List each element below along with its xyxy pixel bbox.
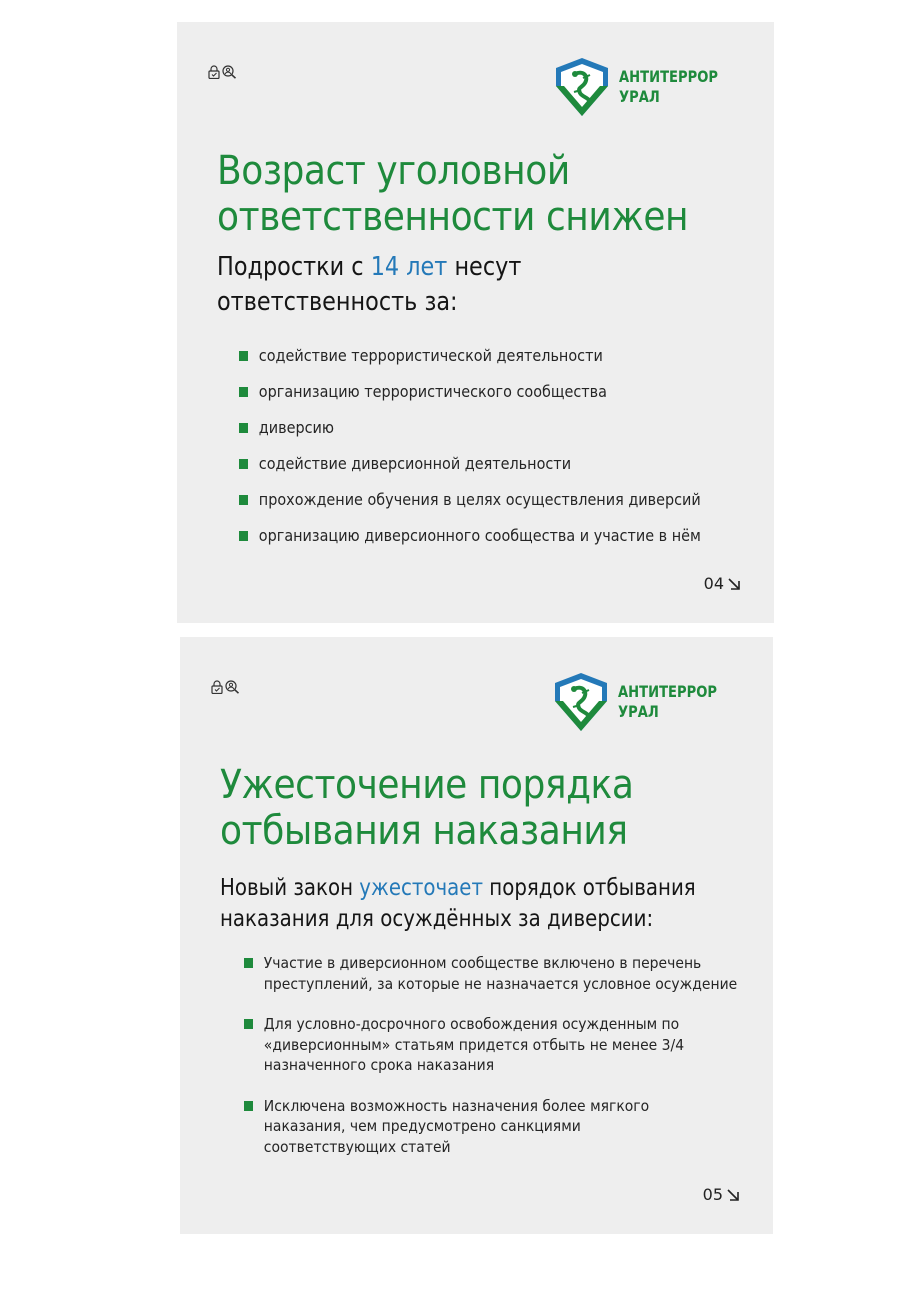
arrow-down-right-icon (726, 1188, 740, 1202)
subtitle-text: порядок отбывания (483, 875, 696, 901)
list-item: содействие диверсионной деятельности (239, 454, 701, 490)
bullet-square-icon (239, 531, 248, 541)
antiterror-logo (553, 56, 740, 118)
list-item: Участие в диверсионном сообществе включено в перечень преступлений, за которые не назначается условное осуждение (244, 953, 737, 994)
subtitle-text: Новый закон (220, 875, 360, 901)
subtitle-highlight: ужесточает (359, 875, 484, 901)
header-icons (211, 680, 240, 694)
bullet-square-icon (244, 1019, 253, 1029)
list-item: диверсию (239, 418, 701, 454)
subtitle-line-2: наказания для осуждённых за диверсии: (220, 906, 654, 932)
title-line: Ужесточение порядка (220, 762, 634, 808)
page-number-text: 05 (702, 1185, 723, 1204)
shield-logo-icon (553, 56, 611, 118)
subtitle-highlight: 14 лет (370, 252, 448, 282)
logo-line-1: АНТИТЕРРОР (618, 682, 718, 701)
slide-title (217, 148, 688, 240)
bullet-list (239, 346, 752, 562)
list-item: прохождение обучения в целях осуществления диверсий (239, 490, 701, 526)
slide-05 (180, 637, 773, 1234)
bullet-list (244, 953, 792, 1177)
subtitle-text: Подростки с (217, 252, 371, 282)
logo-line-2: УРАЛ (618, 702, 660, 721)
lock-icon (211, 680, 223, 694)
arrow-down-right-icon (727, 577, 741, 591)
shield-logo-icon (552, 671, 610, 733)
subtitle-text: несут (447, 252, 522, 282)
title-line: отбывания наказания (220, 808, 628, 854)
bullet-square-icon (239, 423, 248, 433)
slide-subtitle (217, 250, 521, 320)
bullet-square-icon (244, 958, 253, 968)
list-item: Для условно-досрочного освобождения осужденным по «диверсионным» статьям придется отбыть не менее 3/4 назначенного срока наказания (244, 1014, 737, 1076)
page-number (704, 574, 741, 593)
bullet-square-icon (239, 387, 248, 397)
title-line: ответственности снижен (217, 194, 689, 240)
lock-icon (208, 65, 220, 79)
page-number-text: 04 (703, 574, 724, 593)
search-person-icon (222, 65, 237, 79)
header-icons (208, 65, 237, 79)
search-person-icon (225, 680, 240, 694)
list-item: содействие террористической деятельности (239, 346, 701, 382)
list-item: Исключена возможность назначения более мягкого наказания, чем предусмотрено санкциями соответствующих статей (244, 1096, 737, 1158)
slide-title (220, 762, 633, 854)
title-line: Возраст уголовной (217, 148, 570, 194)
antiterror-logo (552, 671, 739, 733)
bullet-square-icon (239, 495, 248, 505)
bullet-square-icon (239, 459, 248, 469)
list-item: организацию диверсионного сообщества и участие в нём (239, 526, 701, 562)
slide-04 (177, 22, 774, 623)
list-item: организацию террористического сообщества (239, 382, 701, 418)
bullet-square-icon (239, 351, 248, 361)
logo-line-2: УРАЛ (619, 87, 661, 106)
page-number (703, 1185, 740, 1204)
logo-line-1: АНТИТЕРРОР (619, 67, 719, 86)
bullet-square-icon (244, 1101, 253, 1111)
subtitle-line-2: ответственность за: (217, 287, 458, 317)
slide-subtitle (220, 873, 696, 935)
